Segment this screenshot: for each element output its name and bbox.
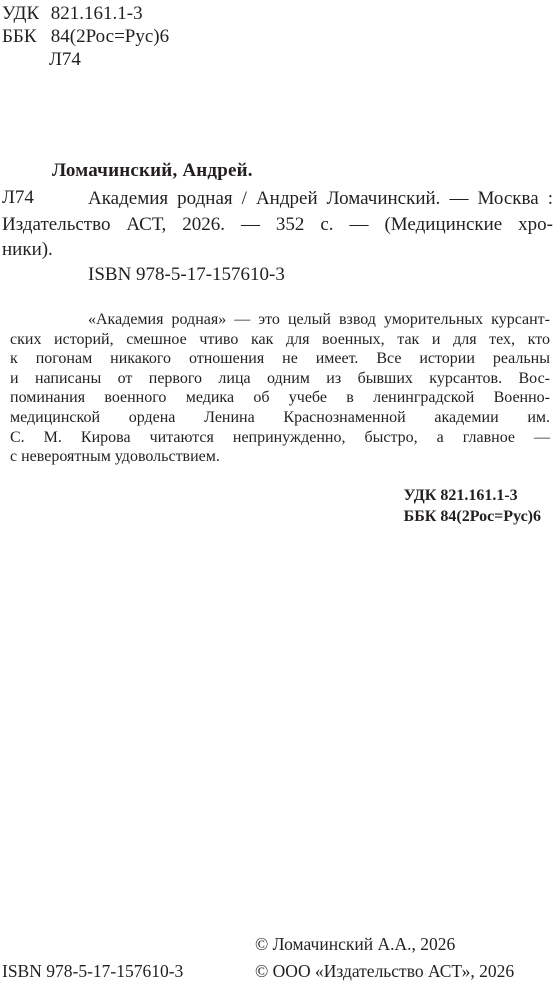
author-heading: Ломачинский, Андрей. [52, 160, 253, 181]
bbk-code-bold: ББК 84(2Рос=Рус)6 [403, 508, 541, 525]
annotation [10, 310, 550, 467]
annotation-line-6: медицинской ордена Ленина Краснознаменной академии им. [10, 408, 550, 426]
annotation-line-3: к погонам никакого отношения не имеет. Все истории реальны [10, 350, 550, 368]
annotation-line-1: «Академия родная» — это целый взвод уморительных курсант- [88, 311, 550, 328]
bbk-value: 84(2Рос=Рус)6 [50, 26, 170, 47]
codes-block [404, 485, 541, 527]
isbn-main: ISBN 978-5-17-157610-3 [88, 264, 285, 285]
author-mark-top: Л74 [49, 49, 81, 70]
udk-label: УДК [2, 3, 40, 24]
annotation-line-4: и написаны от первого лица одним из бывших курсантов. Вос- [10, 369, 550, 387]
udk-line [2, 2, 143, 25]
biblio-line-1: Академия родная / Андрей Ломачинский. — Москва : [88, 188, 553, 209]
annotation-line-5: поминания военного медика об учебе в ленинградской Военно- [10, 389, 550, 407]
isbn-bottom: ISBN 978-5-17-157610-3 [2, 961, 184, 981]
biblio-line-2: Издательство АСТ, 2026. — 352 с. — (Медицинские хро- [2, 213, 553, 235]
author-mark-left: Л74 [2, 187, 34, 208]
bbk-line [2, 25, 169, 48]
udk-code-bold: УДК 821.161.1-3 [403, 487, 518, 504]
bbk-label: ББК [2, 26, 37, 47]
annotation-line-7: С. М. Кирова читаются непринужденно, быстро, а главное — [10, 428, 550, 446]
annotation-line-2: ских историй, смешное чтиво как для военных, так и для тех, кто [10, 330, 550, 348]
biblio-line-3: ники). [2, 239, 53, 260]
annotation-line-8: с невероятным удовольствием. [10, 448, 220, 466]
bibliographic-record [2, 186, 553, 263]
copyright-publisher: © ООО «Издательство АСТ», 2026 [255, 961, 515, 981]
copyright-author: © Ломачинский А.А., 2026 [255, 934, 456, 954]
udk-value: 821.161.1-3 [50, 3, 143, 24]
